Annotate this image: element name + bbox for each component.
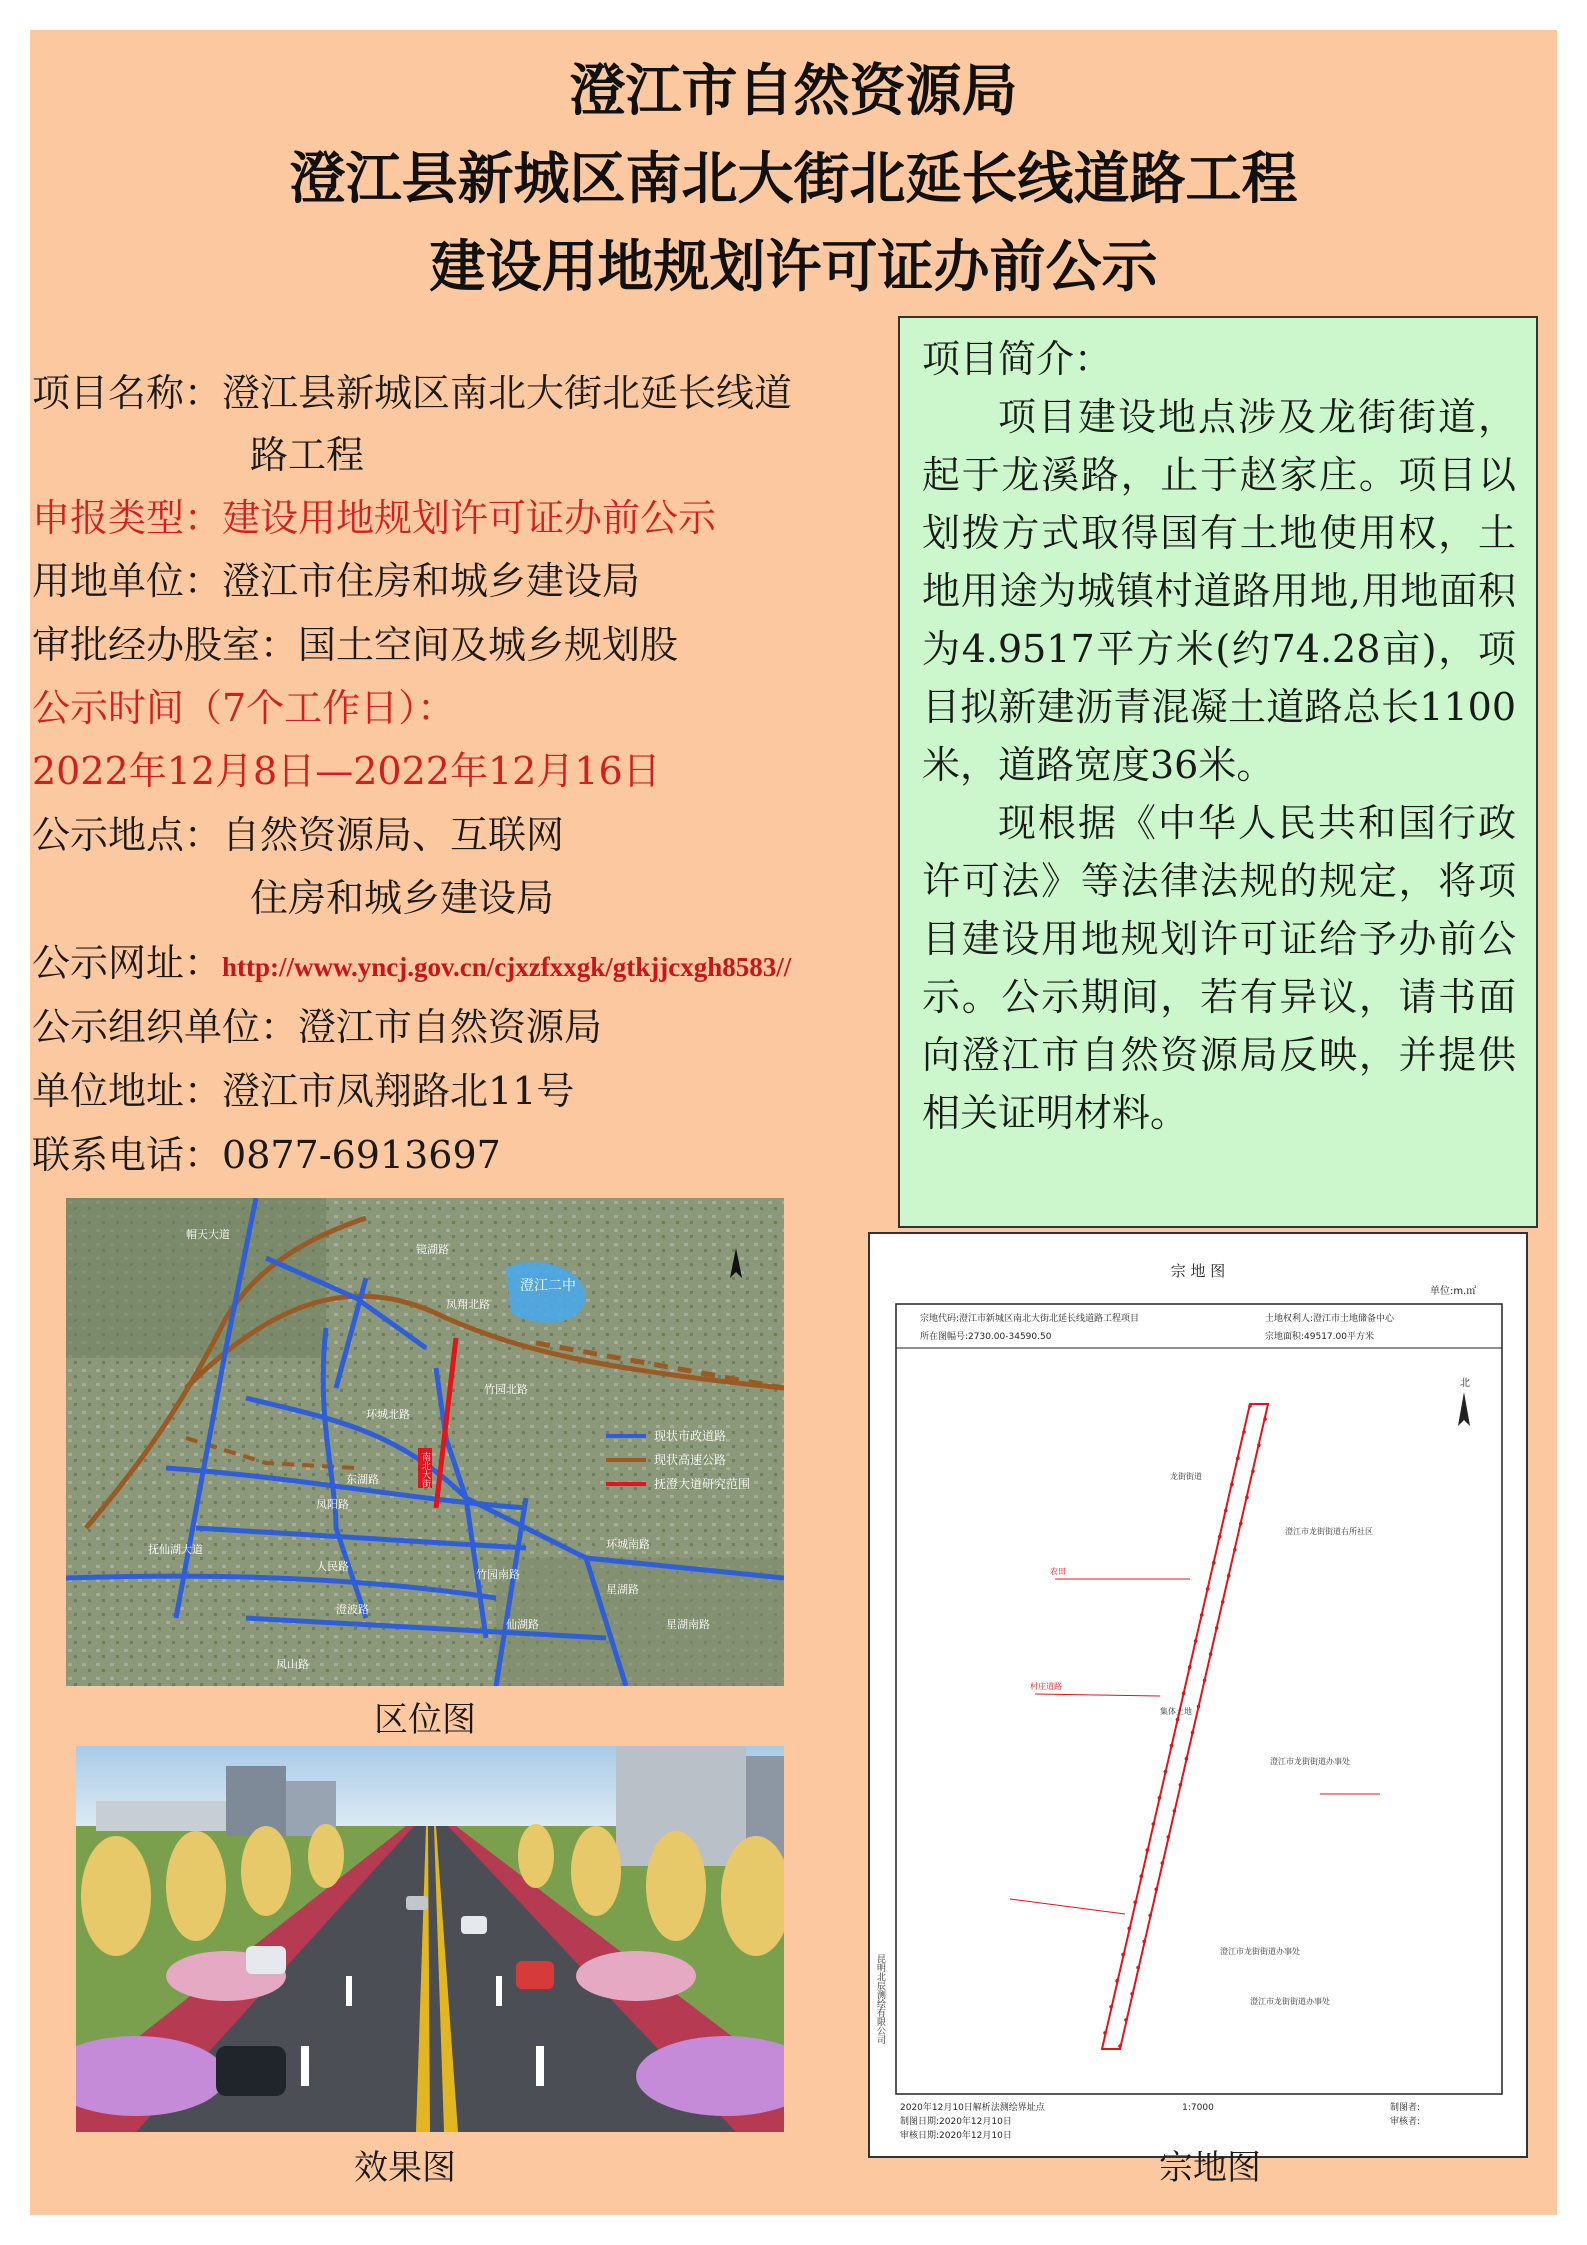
summary-heading: 项目简介：	[922, 337, 1113, 381]
parcel-map-svg	[870, 1234, 1526, 2156]
place-value-2: 住房和城乡建设局	[250, 876, 555, 920]
boundary-point	[1194, 1639, 1198, 1643]
parcel-code: 宗地代码:澄江市新城区南北大街北延长线道路工程项目	[920, 1314, 1140, 1324]
boundary-point	[1188, 1665, 1192, 1669]
boundary-point	[1236, 1456, 1240, 1460]
dept-value: 国土空间及城乡规划股	[298, 623, 679, 667]
boundary-point	[1158, 1796, 1162, 1800]
neighbor-3: 村庄道路	[1030, 1682, 1062, 1691]
unit-value: 澄江市住房和城乡建设局	[222, 559, 641, 603]
road-label-b: 竹园北路	[484, 1383, 528, 1396]
addr-row	[32, 1066, 574, 1116]
boundary-point	[1176, 1718, 1180, 1722]
neighbor-2: 农田	[1050, 1567, 1066, 1576]
boundary-point	[1191, 1731, 1195, 1735]
boundary-point	[1251, 1470, 1255, 1474]
road-label-m: 星湖南路	[666, 1618, 710, 1631]
footer-left-2: 制图日期:2020年12月10日	[900, 2117, 1012, 2127]
road-label-c: 人民路	[316, 1560, 349, 1573]
boundary-point	[1209, 1652, 1213, 1656]
boundary-point	[1245, 1496, 1249, 1500]
footer-right-2: 审核者:	[1390, 2117, 1421, 2127]
boundary-point	[1167, 1835, 1171, 1839]
footer-right-1: 制图者:	[1390, 2103, 1421, 2113]
boundary-point	[1239, 1522, 1243, 1526]
neighbor-labels	[1030, 1471, 1373, 2006]
parcel-owner: 土地权利人:澄江市土地储备中心	[1265, 1314, 1395, 1324]
building-left-3	[96, 1801, 226, 1831]
project-road-label: 南北大街	[420, 1452, 430, 1488]
boundary-point	[1136, 1966, 1140, 1970]
agency-title: 澄江市自然资源局	[569, 59, 1018, 124]
leader-lines	[1010, 1579, 1380, 1914]
type-value: 建设用地规划许可证办前公示	[222, 496, 717, 540]
footer-left-3: 审核日期:2020年12月10日	[900, 2131, 1012, 2141]
addr-label: 单位地址：	[32, 1069, 223, 1113]
boundary-point	[1146, 1848, 1150, 1852]
place-value-1: 自然资源局、互联网	[222, 813, 565, 857]
rendering-caption: 效果图	[354, 2148, 456, 2188]
url-row	[32, 938, 791, 992]
legend-label-1: 现状市政道路	[654, 1429, 727, 1443]
project-title: 澄江县新城区南北大街北延长线道路工程	[289, 147, 1298, 212]
road-rendering	[76, 1746, 784, 2132]
road-label-d: 澄波路	[336, 1603, 369, 1616]
boundary-point	[1133, 1901, 1137, 1905]
location-map-svg	[66, 1198, 784, 1686]
boundary-point	[1103, 2031, 1107, 2035]
boundary-point	[1161, 1861, 1165, 1865]
boundary-point	[1233, 1548, 1237, 1552]
boundary-point	[1142, 1940, 1146, 1944]
building-left-1	[226, 1766, 286, 1836]
map-fields	[496, 1558, 784, 1686]
road-label-a: 环城北路	[366, 1408, 410, 1421]
addr-value: 澄江市凤翔路北11号	[222, 1069, 575, 1113]
boundary-point	[1115, 1979, 1119, 1983]
boundary-point	[1218, 1535, 1222, 1539]
type-row	[32, 493, 716, 543]
boundary-point	[1182, 1692, 1186, 1696]
boundary-point	[1179, 1783, 1183, 1787]
boundary-point	[1118, 2044, 1122, 2048]
boundary-point	[1173, 1809, 1177, 1813]
neighbor-6: 澄江市龙街街道办事处	[1270, 1757, 1350, 1766]
summary-paragraph-1: 项目建设地点涉及龙街街道，起于龙溪路，止于赵家庄。项目以划拨方式取得国有土地使用权，土地用途为城镇村道路用地,用地面积为4.9517平方米(约74.28亩)，项目拟新建沥青混凝土道路总长1100米，道路宽度36米。	[922, 395, 1516, 787]
boundary-point	[1227, 1574, 1231, 1578]
boundary-point	[1206, 1587, 1210, 1591]
car-red	[516, 1961, 554, 1989]
car-white-2	[461, 1916, 487, 1934]
neighbor-7: 澄江市龙街街道办事处	[1220, 1947, 1300, 1956]
place-row	[32, 810, 564, 860]
neighbor-8: 澄江市龙街街道办事处	[1250, 1997, 1330, 2006]
parcel-footer	[900, 2101, 1420, 2141]
boundary-point	[1121, 1953, 1125, 1957]
road-label-f: 抚仙湖大道	[148, 1543, 203, 1556]
project-name-row	[32, 368, 792, 418]
parcel-north-label: 北	[1460, 1378, 1470, 1389]
phone-row	[32, 1130, 501, 1180]
parcel-frame	[896, 1304, 1502, 2094]
location-map-caption: 区位图	[374, 1700, 476, 1740]
boundary-point	[1154, 1888, 1158, 1892]
school-label: 澄江二中	[520, 1278, 576, 1294]
project-name-cont: 路工程	[250, 433, 365, 477]
parcel-sheet: 所在图幅号:2730.00-34590.50	[920, 1332, 1052, 1342]
legend-label-2: 现状高速公路	[654, 1453, 727, 1467]
boundary-point	[1140, 1874, 1144, 1878]
type-label: 申报类型：	[32, 496, 223, 540]
car-white-1	[246, 1946, 286, 1974]
parcel-map-caption: 宗地图	[1159, 2148, 1261, 2188]
phone-label: 联系电话：	[32, 1133, 223, 1177]
dept-row	[32, 620, 678, 670]
road-label-p: 凤山路	[276, 1658, 309, 1671]
road-label-l: 凤翔北路	[446, 1298, 490, 1311]
map-hills	[66, 1198, 326, 1358]
road-label-j: 镜湖路	[416, 1243, 449, 1256]
parcel-map	[868, 1232, 1528, 2158]
boundary-point	[1124, 2018, 1128, 2022]
location-map	[66, 1198, 784, 1686]
road-label-i: 东湖路	[346, 1473, 379, 1486]
boundary-point	[1263, 1417, 1267, 1421]
unit-label: 用地单位：	[32, 559, 223, 603]
boundary-point	[1257, 1443, 1261, 1447]
place-label: 公示地点：	[32, 813, 223, 857]
boundary-point	[1127, 1927, 1131, 1931]
neighbor-1: 龙街街道	[1170, 1472, 1202, 1481]
time-value: 2022年12月8日—2022年12月16日	[32, 749, 661, 793]
parcel-scale: 1:7000	[1182, 2103, 1214, 2113]
project-summary-box	[898, 316, 1538, 1228]
boundary-point	[1152, 1822, 1156, 1826]
boundary-point	[1130, 1992, 1134, 1996]
road-label-h: 星湖路	[606, 1583, 639, 1596]
poster	[30, 30, 1557, 2215]
org-row	[32, 1002, 602, 1052]
road-rendering-svg	[76, 1746, 784, 2132]
url-label: 公示网址：	[32, 941, 223, 985]
boundary-point	[1242, 1430, 1246, 1434]
road-label-o: 环城南路	[606, 1538, 650, 1551]
boundary-point	[1224, 1509, 1228, 1513]
car-dark	[216, 2046, 286, 2096]
boundary-point	[1215, 1626, 1219, 1630]
parcel-area: 宗地面积:49517.00平方米	[1265, 1332, 1374, 1342]
footer-left-1: 2020年12月10日解析法测绘界址点	[900, 2103, 1045, 2113]
unit-row	[32, 556, 640, 606]
car-grey	[406, 1896, 428, 1910]
project-name-label: 项目名称：	[32, 371, 223, 415]
boundary-point	[1212, 1561, 1216, 1565]
org-label: 公示组织单位：	[32, 1005, 299, 1049]
summary-paragraph-2: 现根据《中华人民共和国行政许可法》等法律法规的规定，将项目建设用地规划许可证给予办前公示。公示期间，若有异议，请书面向澄江市自然资源局反映，并提供相关证明材料。	[922, 801, 1516, 1135]
boundary-point	[1197, 1705, 1201, 1709]
boundary-point	[1221, 1600, 1225, 1604]
legend-label-3: 抚澄大道研究范围	[654, 1477, 751, 1491]
neighbor-4: 集体土地	[1160, 1707, 1192, 1716]
boundary-point	[1164, 1770, 1168, 1774]
road-label-g: 仙湖路	[506, 1618, 539, 1631]
title-block	[30, 48, 1557, 312]
parcel-side-text: 昆明北辰测绘有限公司	[875, 1954, 885, 2044]
boundary-point	[1109, 2005, 1113, 2009]
boundary-point	[1230, 1483, 1234, 1487]
road-label-k: 竹园南路	[476, 1568, 520, 1581]
org-value: 澄江市自然资源局	[298, 1005, 603, 1049]
parcel-north-arrow-icon	[1458, 1392, 1470, 1426]
parcel-unit: 单位:m.㎡	[1430, 1286, 1477, 1297]
road-label-e: 凤阳路	[316, 1498, 349, 1511]
boundary-point	[1200, 1613, 1204, 1617]
road-label-n: 帽天大道	[186, 1228, 230, 1241]
boundary-point	[1185, 1757, 1189, 1761]
boundary-point	[1170, 1744, 1174, 1748]
dept-label: 审批经办股室：	[32, 623, 299, 667]
boundary-point	[1248, 1404, 1252, 1408]
boundary-point	[1148, 1914, 1152, 1918]
url-link[interactable]: http://www.yncj.gov.cn/cjxzfxxgk/gtkjjcxgh8583//	[222, 952, 792, 982]
neighbor-5: 澄江市龙街街道右所社区	[1285, 1527, 1373, 1536]
boundary-point	[1203, 1679, 1207, 1683]
time-label: 公示时间（7个工作日）：	[32, 686, 456, 730]
phone-value: 0877-6913697	[222, 1133, 501, 1177]
parcel-title: 宗 地 图	[1170, 1262, 1226, 1280]
notice-title: 建设用地规划许可证办前公示	[429, 235, 1158, 300]
project-name-value: 澄江县新城区南北大街北延长线道	[222, 371, 793, 415]
parcel-header	[920, 1312, 1395, 1342]
